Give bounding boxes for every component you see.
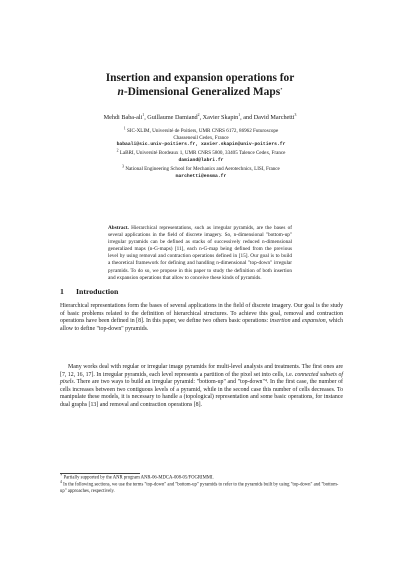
footnote-text: In the following sections, we use the terms "top-down" and "bottom-up" pyramids to refer to the pyramids built by using "top-down" and "bottom-up" approaches, respectively. xyxy=(60,482,339,494)
affiliation-sup: 2 xyxy=(116,148,119,153)
footnote xyxy=(60,475,343,482)
title-rest: -Dimensional Generalized Maps xyxy=(123,86,281,98)
affiliation-1 xyxy=(58,128,344,149)
affiliation-2 xyxy=(58,150,344,164)
affiliation-line: Chasseneuil Cedex, France xyxy=(173,134,229,141)
footnote-rule xyxy=(60,473,140,474)
author-sup: 1 xyxy=(142,112,145,117)
affiliation-3 xyxy=(58,166,344,180)
affiliation-sup: 1 xyxy=(123,126,126,131)
affiliation-sup: 3 xyxy=(122,164,125,169)
intro-paragraph-2 xyxy=(60,364,343,409)
footnote-mark: 4 xyxy=(60,480,62,484)
footnote xyxy=(60,482,343,495)
author-sup: 1 xyxy=(238,112,241,117)
author-name: David Marchetti xyxy=(253,114,295,121)
footnote-text: Partially supported by the ANR program ANR-06-MDCA-008-05/FOGRIMMI. xyxy=(63,475,214,481)
paragraph-text: Many works deal with regular or irregular image pyramids for multi-level analysis and treatments. The first ones are [7, 12, 16, 17]. In irregular pyramids, each level represents a partition of the pixel set into cells, i.e. xyxy=(60,364,343,378)
affiliation-line: SIC-XLIM, Université de Poitiers, UMR CNRS 6172, 86962 Futuroscope xyxy=(126,128,279,134)
author-separator: , xyxy=(199,114,203,121)
paragraph-text: Hierarchical representations form the bases of several applications in the field of discrete imagery. Our goal is the study of basic problems related to the definition of hierarchical structures. To achieve this goal, removal and contraction operations have been defined in [8]. In this paper, we define two others basic operations: xyxy=(60,303,343,325)
author-sup: 2 xyxy=(197,112,200,117)
abstract-label: Abstract. xyxy=(108,225,129,231)
author-name: Mehdi Baba-ali xyxy=(103,114,143,121)
author-separator: , xyxy=(144,114,148,121)
paper-title-line-1: Insertion and expansion operations for xyxy=(105,72,295,84)
section-number: 1 xyxy=(60,287,64,296)
paper-title-line-2 xyxy=(60,85,340,99)
abstract xyxy=(108,225,292,282)
author-sup: 3 xyxy=(294,112,297,117)
intro-paragraph-1 xyxy=(60,303,343,333)
affiliation-line: LaBRI, Université Bordeaux 1, UMR CNRS 5800, 33405 Talence Cedex, France xyxy=(119,150,286,156)
affiliation-email[interactable]: babaali@sic.univ-poitiers.fr, xavier.skapin@univ-poitiers.fr xyxy=(116,142,286,148)
author-separator: , and xyxy=(240,114,254,121)
section-title: Introduction xyxy=(76,287,119,296)
paragraph-italic-term: expansion xyxy=(302,318,326,325)
abstract-text: Hierarchical representations, such as irregular pyramids, are the bases of several applications in the field of discrete imagery. So, n-dimensional "bottom-up" irregular pyramids can be defined as stacks of successively reduced n-dimensional generalized maps (n-G-maps) [11], each n-G-map being defined from the previous level by using removal and contraction operations defined in [15]. Our goal is to build a theoretical framework for defining and handling n-dimensional "top-down" irregular pyramids. To do so, we propose in this paper to study the definition of both insertion and expansion operations that allow to conceive these kinds of pyramids. xyxy=(108,225,292,281)
author-name: Xavier Skapin xyxy=(202,114,239,121)
section-heading xyxy=(60,287,118,296)
paragraph-text: , which allow to define "top-down" pyramids. xyxy=(60,318,343,332)
paragraph-italic-term: insertion xyxy=(269,318,291,325)
author-list xyxy=(40,114,360,122)
affiliation-email[interactable]: marchetti@ensma.fr xyxy=(175,173,227,179)
author-name: Guillaume Damiand xyxy=(147,114,198,121)
paragraph-text: . There are two ways to build an irregular pyramid: "bottom-up" and "top-down"⁴. In the first case, the number of cells increases between two contiguous levels of a pyramid, while in the second case this number of cells decreases. To manipulate these models, it is necessary to handle a (topological) representation and some basic operations, for instance dual graphs [13] and removal and contraction operations [8]. xyxy=(60,379,343,408)
affiliation-line: National Engineering School for Mechanics and Aerotechnics, LISI, France xyxy=(125,166,280,172)
paragraph-text: and xyxy=(290,318,303,325)
affiliation-email[interactable]: damiand@labri.fr xyxy=(178,157,224,163)
title-star-mark: ⋆ xyxy=(280,87,283,92)
title-n-italic: n xyxy=(117,86,124,98)
paragraph-italic-term: connected subsets of pixels xyxy=(60,371,343,386)
footnote-mark: ⋆ xyxy=(60,473,63,477)
